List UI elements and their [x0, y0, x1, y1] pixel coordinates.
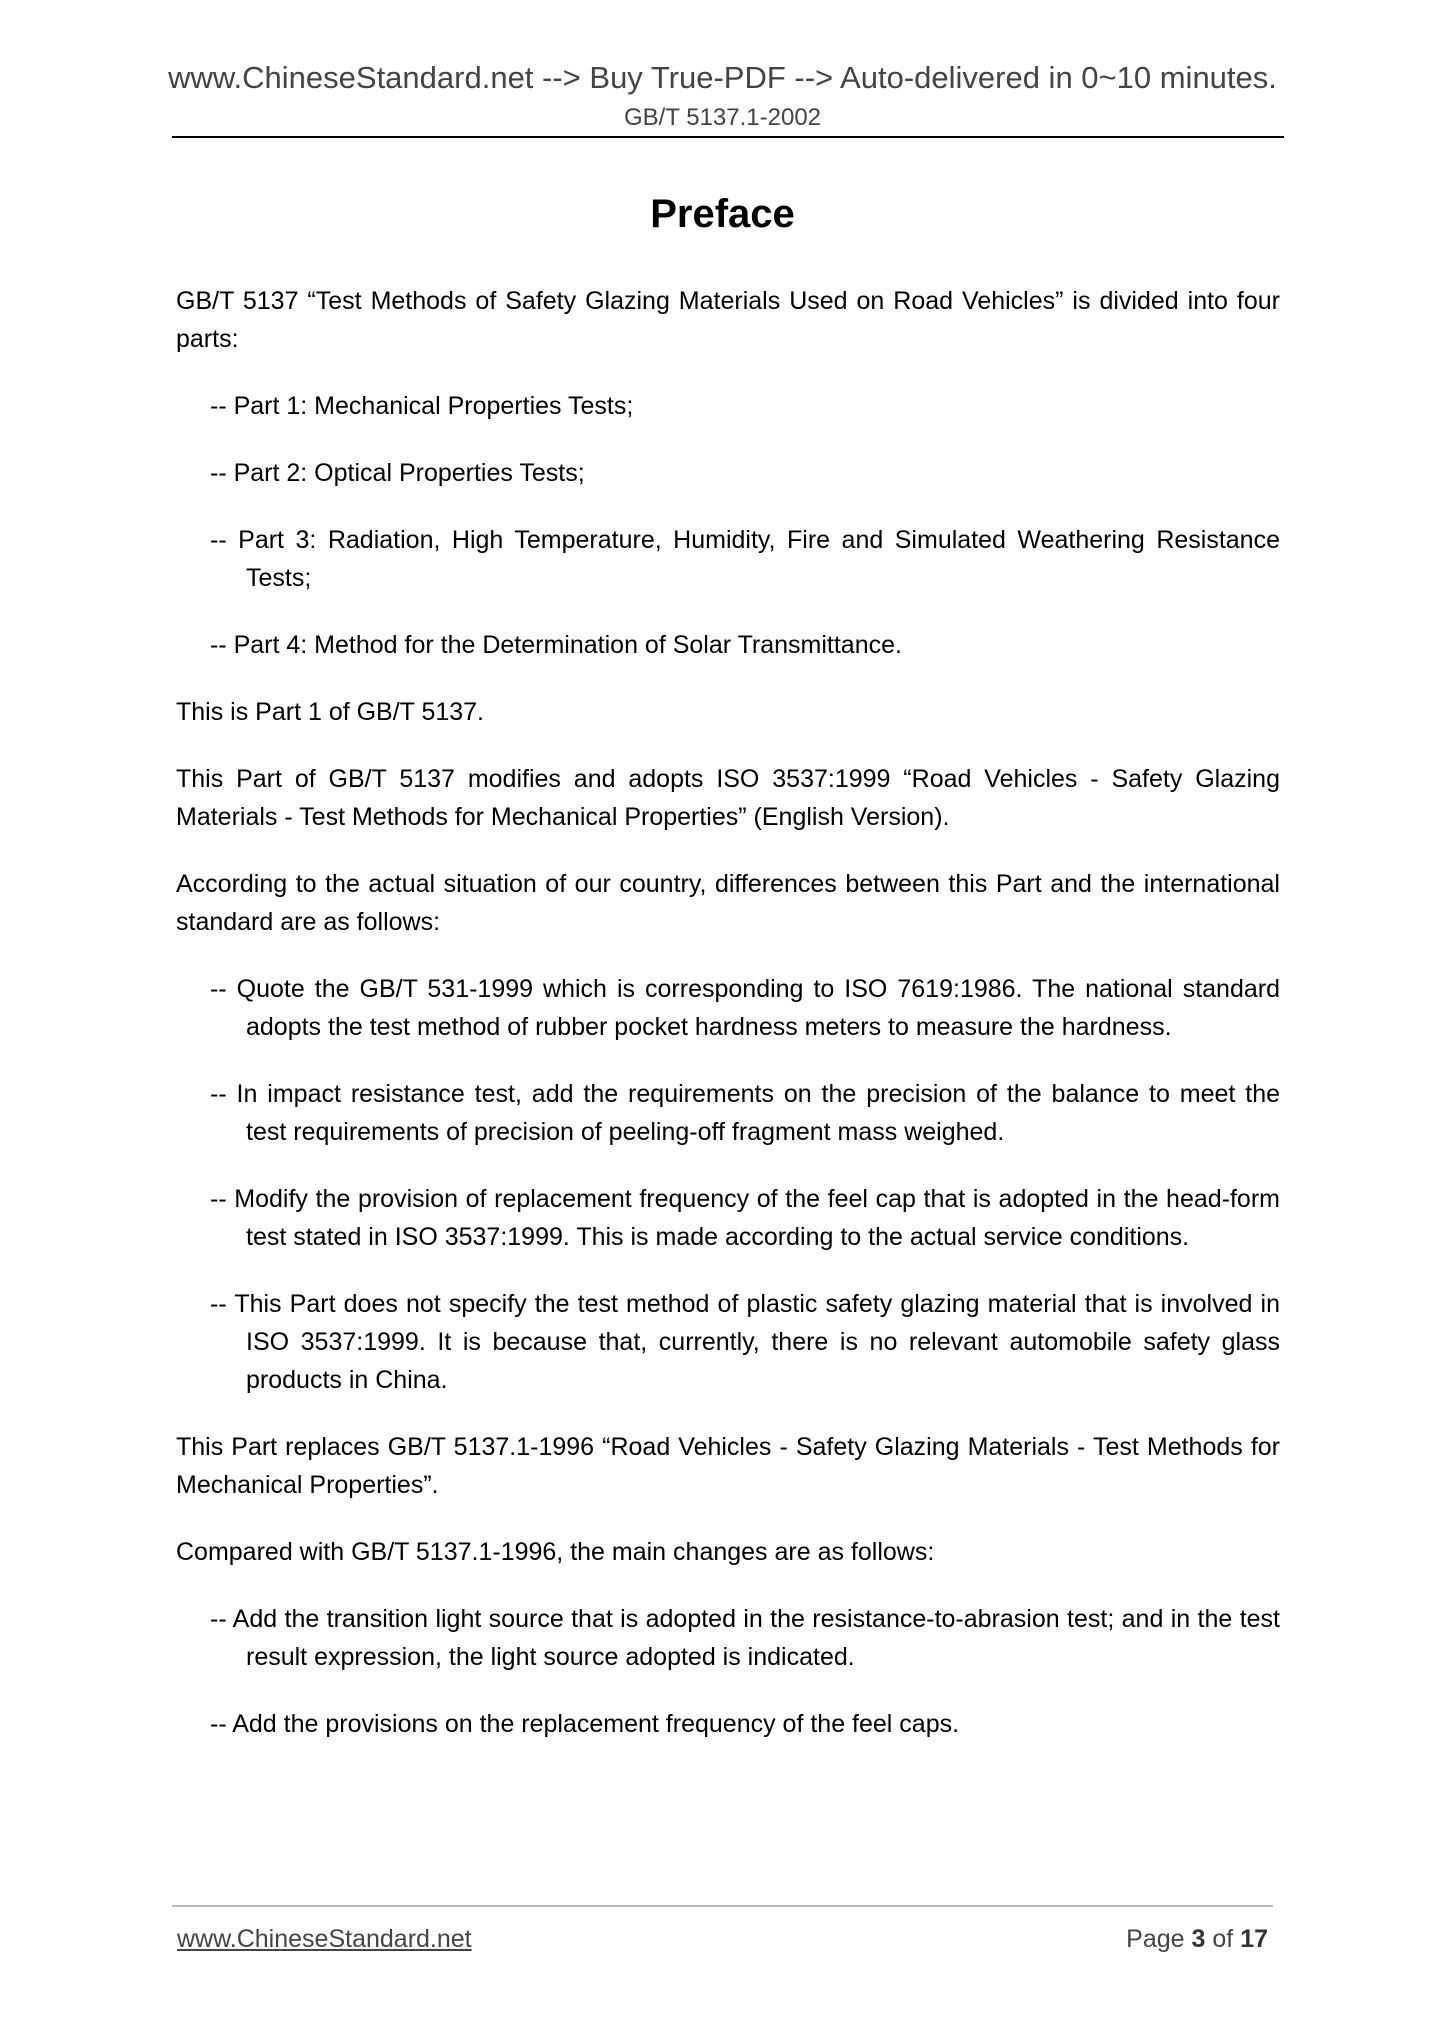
- paragraph: This is Part 1 of GB/T 5137.: [176, 698, 485, 726]
- header-banner: www.ChineseStandard.net --> Buy True-PDF --> Auto-delivered in 0~10 minutes.: [168, 60, 1277, 95]
- list-item: -- Modify the provision of replacement frequency of the feel cap that is adopted in the head-form test stated in ISO 3537:1999. This is made according to the actual service conditions.: [210, 1185, 1280, 1251]
- list-item: -- Part 3: Radiation, High Temperature, Humidity, Fire and Simulated Weathering Resistance Tests;: [210, 526, 1280, 592]
- list-item: -- Add the provisions on the replacement frequency of the feel caps.: [210, 1710, 960, 1738]
- page-title: Preface: [650, 192, 795, 236]
- page-number: [1126, 1925, 1268, 1954]
- list-item: -- Part 2: Optical Properties Tests;: [210, 459, 585, 487]
- page-label: Page: [1126, 1925, 1185, 1953]
- header-divider: [172, 136, 1284, 138]
- paragraph: This Part replaces GB/T 5137.1-1996 “Road Vehicles - Safety Glazing Materials - Test Methods for Mechanical Properties”.: [176, 1433, 1280, 1499]
- paragraph: GB/T 5137 “Test Methods of Safety Glazing Materials Used on Road Vehicles” is divided into four parts:: [176, 287, 1280, 353]
- list-item: -- Part 1: Mechanical Properties Tests;: [210, 392, 634, 420]
- page-total: 17: [1240, 1925, 1268, 1953]
- paragraph: Compared with GB/T 5137.1-1996, the main changes are as follows:: [176, 1538, 935, 1566]
- page-of: of: [1212, 1925, 1234, 1953]
- document-body: [176, 282, 1280, 1772]
- paragraph: This Part of GB/T 5137 modifies and adopts ISO 3537:1999 “Road Vehicles - Safety Glazing Materials - Test Methods for Mechanical Properties” (English Version).: [176, 765, 1280, 831]
- list-item: -- Add the transition light source that is adopted in the resistance-to-abrasion test; and in the test result expression, the light source adopted is indicated.: [210, 1605, 1280, 1671]
- page-current: 3: [1191, 1925, 1206, 1953]
- footer-divider: [172, 1905, 1273, 1907]
- list-item: -- This Part does not specify the test method of plastic safety glazing material that is involved in ISO 3537:1999. It is because that, currently, there is no relevant automobile safety glass products in China.: [210, 1290, 1280, 1394]
- footer-website-link[interactable]: www.ChineseStandard.net: [177, 1925, 472, 1953]
- paragraph: According to the actual situation of our country, differences between this Part and the international standard are as follows:: [176, 870, 1280, 936]
- header-standard-id: GB/T 5137.1-2002: [623, 104, 822, 131]
- list-item: -- Quote the GB/T 531-1999 which is corresponding to ISO 7619:1986. The national standard adopts the test method of rubber pocket hardness meters to measure the hardness.: [210, 975, 1280, 1041]
- list-item: -- Part 4: Method for the Determination of Solar Transmittance.: [210, 631, 902, 659]
- list-item: -- In impact resistance test, add the requirements on the precision of the balance to meet the test requirements of precision of peeling-off fragment mass weighed.: [210, 1080, 1280, 1146]
